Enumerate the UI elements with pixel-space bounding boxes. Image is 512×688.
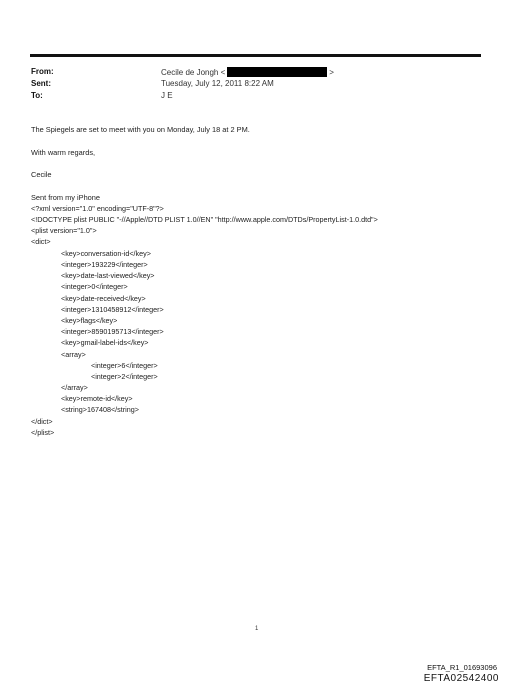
plist-line: <key>date-received</key> — [61, 294, 146, 303]
message-line: The Spiegels are set to meet with you on Monday, July 18 at 2 PM. — [31, 125, 250, 134]
sent-value: Tuesday, July 12, 2011 8:22 AM — [161, 79, 274, 88]
plist-line: <integer>8590195713</integer> — [61, 327, 164, 336]
from-label: From: — [31, 67, 54, 76]
plist-line: <array> — [61, 350, 86, 359]
plist-line: <key>conversation-id</key> — [61, 249, 151, 258]
plist-line: <key>flags</key> — [61, 316, 118, 325]
redaction-box — [227, 67, 327, 77]
plist-line: <integer>193229</integer> — [61, 260, 148, 269]
plist-line: <key>remote-id</key> — [61, 394, 133, 403]
plist-line: <string>167408</string> — [61, 405, 139, 414]
plist-line: <integer>6</integer> — [91, 361, 158, 370]
message-line: Cecile — [31, 170, 52, 179]
to-value: J E — [161, 91, 173, 100]
to-label: To: — [31, 91, 43, 100]
plist-line: <plist version="1.0"> — [31, 226, 97, 235]
plist-line: </plist> — [31, 428, 55, 437]
plist-line: <integer>2</integer> — [91, 372, 158, 381]
from-close: > — [329, 68, 334, 77]
message-line: With warm regards, — [31, 148, 96, 157]
sent-label: Sent: — [31, 79, 51, 88]
from-name: Cecile de Jongh < — [161, 68, 226, 77]
plist-line: <integer>0</integer> — [61, 282, 128, 291]
plist-line: </dict> — [31, 417, 53, 426]
plist-line: <key>gmail-label-ids</key> — [61, 338, 149, 347]
plist-line: </array> — [61, 383, 88, 392]
bates-stamp-large: EFTA02542400 — [423, 673, 499, 684]
plist-line: <!DOCTYPE plist PUBLIC "-//Apple//DTD PLIST 1.0//EN" "http://www.apple.com/DTDs/PropertyList-1.0.dtd"> — [31, 215, 378, 224]
header-rule — [30, 54, 481, 57]
plist-line: <key>date-last-viewed</key> — [61, 271, 155, 280]
plist-line: <?xml version="1.0" encoding="UTF-8"?> — [31, 204, 164, 213]
from-value — [161, 67, 334, 77]
plist-line: <dict> — [31, 237, 51, 246]
page-number: 1 — [255, 626, 259, 632]
bates-stamp-small: EFTA_R1_01693096 — [427, 663, 497, 672]
message-line: Sent from my iPhone — [31, 193, 101, 202]
plist-line: <integer>1310458912</integer> — [61, 305, 164, 314]
